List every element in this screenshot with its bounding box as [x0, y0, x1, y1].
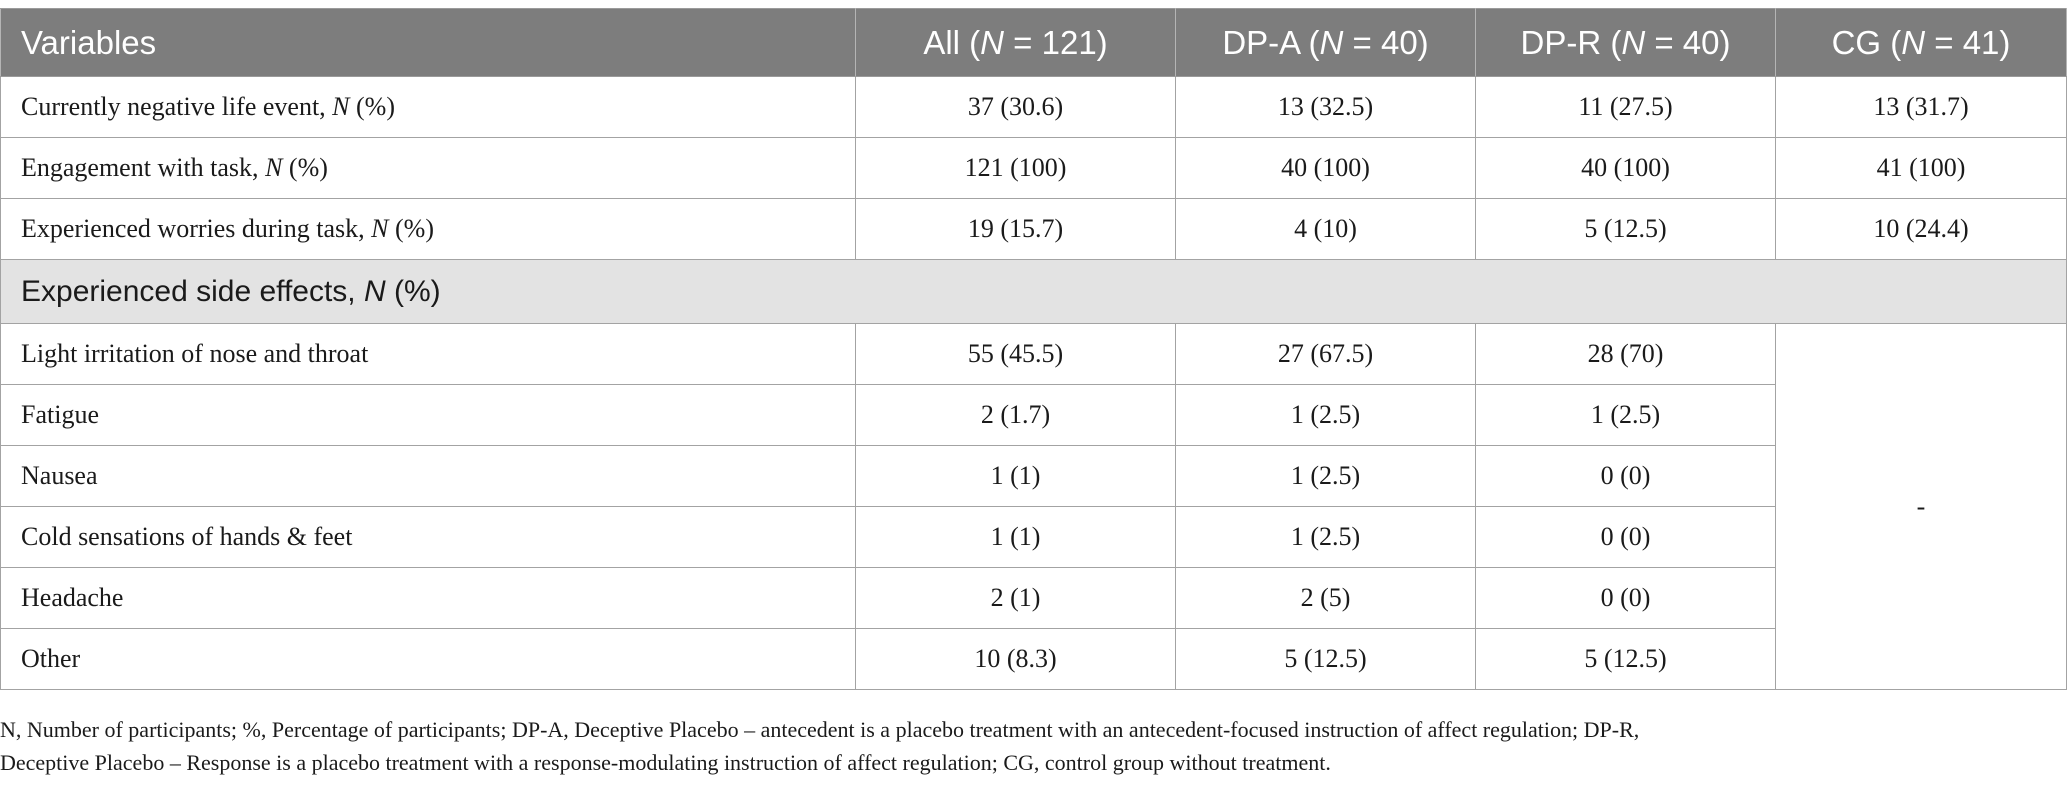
header-dp-r-prefix: DP-R (	[1520, 23, 1622, 61]
row-label	[1, 199, 856, 260]
header-dp-a-prefix: DP-A (	[1222, 23, 1320, 61]
section-row-side-effects	[1, 260, 2067, 324]
cell-cg: 41 (100)	[1776, 138, 2067, 199]
cell-dp-a: 1 (2.5)	[1176, 385, 1476, 446]
footnote-line-2: Deceptive Placebo – Response is a placebo treatment with a response-modulating instruction of affect regulation; CG, control group without treatment.	[0, 750, 1331, 775]
row-label-n: N	[371, 214, 389, 243]
header-dp-r-suffix: = 40)	[1645, 23, 1731, 61]
cell-dp-r: 0 (0)	[1476, 446, 1776, 507]
header-dp-a-suffix: = 40)	[1343, 23, 1429, 61]
table-row	[1, 324, 2067, 385]
row-label: Headache	[1, 568, 856, 629]
section-heading-n: N	[363, 274, 386, 308]
cell-dp-r: 0 (0)	[1476, 507, 1776, 568]
footnote-line-1: N, Number of participants; %, Percentage of participants; DP-A, Deceptive Placebo – antecedent is a placebo treatment with an antecedent-focused instruction of affect regulation; DP-R,	[0, 717, 1640, 742]
cell-dp-r: 1 (2.5)	[1476, 385, 1776, 446]
cell-dp-a: 13 (32.5)	[1176, 77, 1476, 138]
cell-all: 55 (45.5)	[856, 324, 1176, 385]
cell-dp-a: 4 (10)	[1176, 199, 1476, 260]
header-dp-a	[1176, 9, 1476, 77]
header-cg-prefix: CG (	[1831, 23, 1902, 61]
header-cg-n: N	[1901, 23, 1926, 61]
header-cg-suffix: = 41)	[1925, 23, 2011, 61]
header-cg	[1776, 9, 2067, 77]
row-label-text: Experienced worries during task,	[21, 214, 372, 243]
cell-dp-a: 40 (100)	[1176, 138, 1476, 199]
header-all-prefix: All (	[923, 23, 981, 61]
cell-all: 10 (8.3)	[856, 629, 1176, 690]
cell-all: 37 (30.6)	[856, 77, 1176, 138]
row-label: Fatigue	[1, 385, 856, 446]
cell-cg-side-effects: -	[1776, 324, 2067, 690]
row-label-tail: (%)	[349, 92, 395, 121]
table-row	[1, 507, 2067, 568]
header-all	[856, 9, 1176, 77]
section-heading	[1, 260, 2067, 324]
header-variables: Variables	[1, 9, 856, 77]
row-label: Light irritation of nose and throat	[1, 324, 856, 385]
header-dp-a-n: N	[1319, 23, 1344, 61]
header-dp-r	[1476, 9, 1776, 77]
row-label-text: Engagement with task,	[21, 153, 266, 182]
table-row	[1, 385, 2067, 446]
cell-all: 2 (1)	[856, 568, 1176, 629]
row-label: Cold sensations of hands & feet	[1, 507, 856, 568]
row-label: Other	[1, 629, 856, 690]
section-heading-text: Experienced side effects,	[21, 274, 364, 308]
row-label-n: N	[332, 92, 350, 121]
cell-dp-a: 1 (2.5)	[1176, 507, 1476, 568]
cell-all: 1 (1)	[856, 507, 1176, 568]
row-label-text: Currently negative life event,	[21, 92, 333, 121]
row-label-tail: (%)	[282, 153, 328, 182]
row-label-n: N	[265, 153, 283, 182]
cell-dp-r: 40 (100)	[1476, 138, 1776, 199]
cell-cg: 13 (31.7)	[1776, 77, 2067, 138]
cell-dp-a: 5 (12.5)	[1176, 629, 1476, 690]
cell-cg: 10 (24.4)	[1776, 199, 2067, 260]
cell-dp-a: 27 (67.5)	[1176, 324, 1476, 385]
cell-all: 2 (1.7)	[856, 385, 1176, 446]
header-dp-r-n: N	[1621, 23, 1646, 61]
cell-dp-r: 5 (12.5)	[1476, 199, 1776, 260]
results-table	[0, 8, 2067, 690]
table-row	[1, 629, 2067, 690]
cell-all: 1 (1)	[856, 446, 1176, 507]
section-heading-tail: (%)	[385, 274, 441, 308]
results-table-container	[0, 8, 2066, 690]
cell-all: 19 (15.7)	[856, 199, 1176, 260]
row-label	[1, 77, 856, 138]
cell-dp-a: 1 (2.5)	[1176, 446, 1476, 507]
row-label-tail: (%)	[388, 214, 434, 243]
cell-dp-r: 11 (27.5)	[1476, 77, 1776, 138]
cell-dp-r: 28 (70)	[1476, 324, 1776, 385]
table-footnote	[0, 713, 2060, 779]
cell-all: 121 (100)	[856, 138, 1176, 199]
table-row	[1, 77, 2067, 138]
cell-dp-r: 5 (12.5)	[1476, 629, 1776, 690]
header-all-suffix: = 121)	[1004, 23, 1108, 61]
table-row	[1, 568, 2067, 629]
row-label: Nausea	[1, 446, 856, 507]
table-row	[1, 138, 2067, 199]
table-row	[1, 446, 2067, 507]
header-row	[1, 9, 2067, 77]
header-all-n: N	[980, 23, 1004, 61]
cell-dp-r: 0 (0)	[1476, 568, 1776, 629]
table-row	[1, 199, 2067, 260]
cell-dp-a: 2 (5)	[1176, 568, 1476, 629]
row-label	[1, 138, 856, 199]
